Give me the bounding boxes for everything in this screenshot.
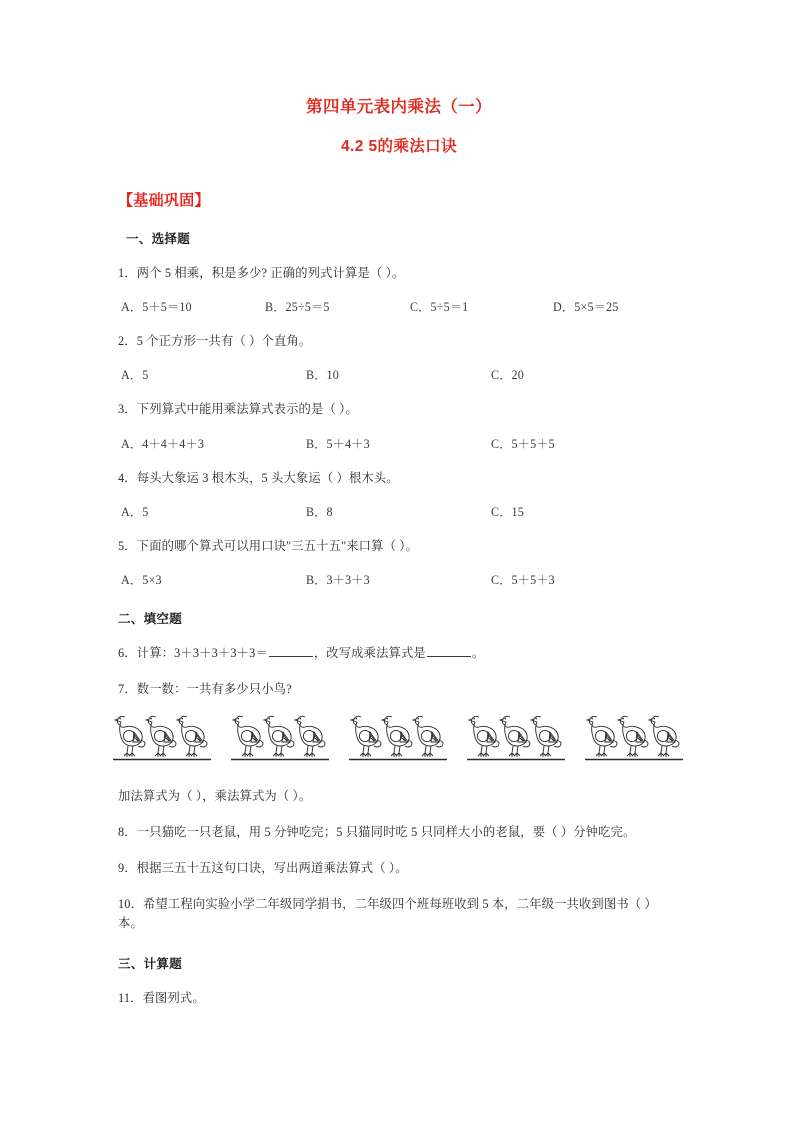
question-2-option-c[interactable]: C．20 bbox=[491, 368, 525, 383]
question-6-blank-1[interactable] bbox=[269, 644, 313, 656]
question-1-text: 1．两个 5 相乘，积是多少? 正确的列式计算是（ ）。 bbox=[118, 266, 405, 281]
section-heading-fill-in-blank: 二、填空题 bbox=[118, 611, 183, 626]
question-7-text: 7．数一数：一共有多少只小鸟? bbox=[118, 681, 292, 696]
question-10-text: 10．希望工程向实验小学二年级同学捐书，二年级四个班每班收到 5 本，二年级一共收到图书（ ）本。 bbox=[118, 896, 657, 930]
question-6-blank-2[interactable] bbox=[427, 644, 471, 656]
bird-icon-group bbox=[348, 711, 448, 763]
question-3-option-b[interactable]: B．5＋4＋3 bbox=[306, 436, 370, 451]
question-1-option-c[interactable]: C．5÷5＝1 bbox=[410, 300, 469, 315]
document-title: 第四单元表内乘法（一） bbox=[306, 98, 492, 116]
bird-group bbox=[230, 711, 330, 763]
bird-group bbox=[348, 711, 448, 763]
question-2-options bbox=[118, 366, 680, 383]
question-1-option-b[interactable]: B．25÷5＝5 bbox=[265, 300, 330, 315]
bird-group bbox=[112, 711, 212, 763]
question-6-prefix: 6．计算：3＋3＋3＋3＋3＝ bbox=[118, 645, 268, 660]
question-4-option-c[interactable]: C．15 bbox=[491, 504, 525, 519]
question-8-text: 8．一只猫吃一只老鼠，用 5 分钟吃完；5 只猫同时吃 5 只同样大小的老鼠，要（ ）分钟吃完。 bbox=[118, 824, 636, 839]
question-6-suffix: 。 bbox=[471, 645, 485, 660]
question-3-option-a[interactable]: A．4＋4＋4＋3 bbox=[121, 436, 205, 451]
document-subtitle: 4.2 5的乘法口诀 bbox=[341, 137, 457, 155]
question-3-options bbox=[118, 435, 680, 452]
bird-groups bbox=[112, 711, 680, 763]
bird-icon-group bbox=[466, 711, 566, 763]
question-4-text: 4．每头大象运 3 根木头，5 头大象运（ ）根木头。 bbox=[118, 470, 399, 485]
question-2-text: 2．5 个正方形一共有（ ）个直角。 bbox=[118, 334, 312, 349]
question-11-text: 11．看图列式。 bbox=[118, 990, 205, 1005]
bird-group bbox=[584, 711, 684, 763]
section-heading-multiple-choice: 一、选择题 bbox=[126, 232, 191, 247]
section-banner-basic-practice: 【基础巩固】 bbox=[118, 192, 210, 210]
question-4-options bbox=[118, 503, 680, 520]
bird-icon-group bbox=[584, 711, 684, 763]
question-2-option-b[interactable]: B．10 bbox=[306, 368, 340, 383]
question-9-text: 9．根据三五十五这句口诀，写出两道乘法算式（ ）。 bbox=[118, 860, 408, 875]
question-5-option-b[interactable]: B．3＋3＋3 bbox=[306, 572, 370, 587]
question-1-option-d[interactable]: D．5×5＝25 bbox=[553, 300, 619, 315]
question-2-option-a[interactable]: A．5 bbox=[121, 368, 149, 383]
question-6-text bbox=[118, 644, 680, 663]
worksheet-content bbox=[118, 98, 680, 1008]
question-7-answer-line[interactable]: 加法算式为（ ），乘法算式为（ ）。 bbox=[118, 788, 312, 803]
bird-icon-group bbox=[230, 711, 330, 763]
question-5-option-a[interactable]: A．5×3 bbox=[121, 572, 162, 587]
question-1-options bbox=[118, 298, 680, 315]
question-4-option-a[interactable]: A．5 bbox=[121, 504, 149, 519]
bird-illustration bbox=[112, 711, 680, 767]
question-3-option-c[interactable]: C．5＋5＋5 bbox=[491, 436, 555, 451]
question-3-text: 3．下列算式中能用乘法算式表示的是（ ）。 bbox=[118, 402, 358, 417]
question-6-middle: ，改写成乘法算式是 bbox=[313, 645, 426, 660]
question-1-option-a[interactable]: A．5＋5＝10 bbox=[121, 300, 192, 315]
section-heading-calculation: 三、计算题 bbox=[118, 956, 183, 971]
question-5-options bbox=[118, 571, 680, 588]
question-4-option-b[interactable]: B．8 bbox=[306, 504, 333, 519]
question-5-text: 5．下面的哪个算式可以用口诀"三五十五"来口算（ ）。 bbox=[118, 538, 418, 553]
bird-group bbox=[466, 711, 566, 763]
bird-icon-group bbox=[112, 711, 212, 763]
question-5-option-c[interactable]: C．5＋5＋3 bbox=[491, 572, 555, 587]
